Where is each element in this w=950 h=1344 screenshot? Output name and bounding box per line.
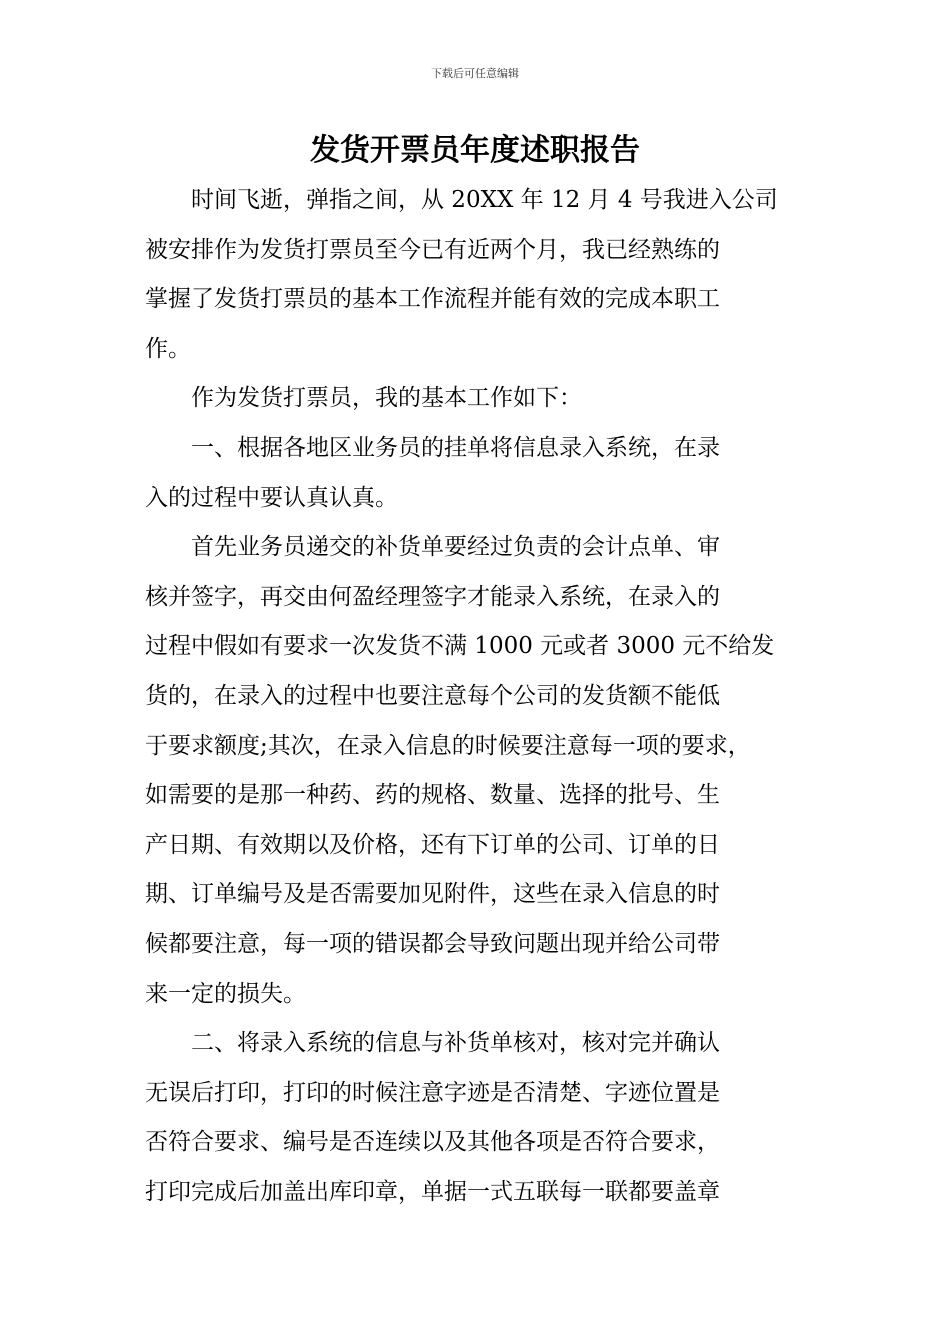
text-line: 过程中假如有要求一次发货不满 1000 元或者 3000 元不给发 [145, 633, 775, 660]
text-line: 产日期、有效期以及价格，还有下订单的公司、订单的日 [145, 831, 720, 858]
header-note: 下载后可任意编辑 [431, 67, 519, 80]
text-line: 被安排作为发货打票员至今已有近两个月，我已经熟练的 [145, 236, 720, 263]
text-line: 掌握了发货打票员的基本工作流程并能有效的完成本职工 [145, 286, 720, 313]
document-title: 发货开票员年度述职报告 [310, 133, 640, 168]
text-line: 期、订单编号及是否需要加见附件，这些在录入信息的时 [145, 881, 720, 908]
paragraph-intro [145, 176, 825, 374]
text-line: 入的过程中要认真认真。 [145, 484, 398, 511]
text-line: 二、将录入系统的信息与补货单核对，核对完并确认 [145, 1030, 720, 1057]
paragraph-duties-intro [145, 374, 825, 424]
text-line: 否符合要求、编号是否连续以及其他各项是否符合要求， [145, 1129, 720, 1156]
paragraph-item-one-detail [145, 523, 825, 1019]
text-line: 候都要注意，每一项的错误都会导致问题出现并给公司带 [145, 930, 720, 957]
text-line: 首先业务员递交的补货单要经过负责的会计点单、审 [145, 534, 720, 561]
text-line: 作为发货打票员，我的基本工作如下： [145, 385, 582, 412]
document-body [145, 176, 825, 1217]
text-line: 作。 [145, 335, 191, 362]
text-line: 无误后打印，打印的时候注意字迹是否清楚、字迹位置是 [145, 1079, 720, 1106]
text-line: 来一定的损失。 [145, 980, 306, 1007]
paragraph-item-one [145, 424, 825, 523]
text-line: 如需要的是那一种药、药的规格、数量、选择的批号、生 [145, 782, 720, 809]
text-line: 核并签字，再交由何盈经理签字才能录入系统，在录入的 [145, 583, 720, 610]
text-line: 于要求额度;其次，在录入信息的时候要注意每一项的要求， [145, 732, 751, 759]
text-line: 一、根据各地区业务员的挂单将信息录入系统，在录 [145, 434, 720, 461]
text-line: 打印完成后加盖出库印章，单据一式五联每一联都要盖章 [145, 1178, 720, 1205]
text-line: 货的，在录入的过程中也要注意每个公司的发货额不能低 [145, 682, 720, 709]
text-line: 时间飞逝，弹指之间，从 20XX 年 12 月 4 号我进入公司 [145, 187, 778, 213]
paragraph-item-two [145, 1019, 825, 1217]
